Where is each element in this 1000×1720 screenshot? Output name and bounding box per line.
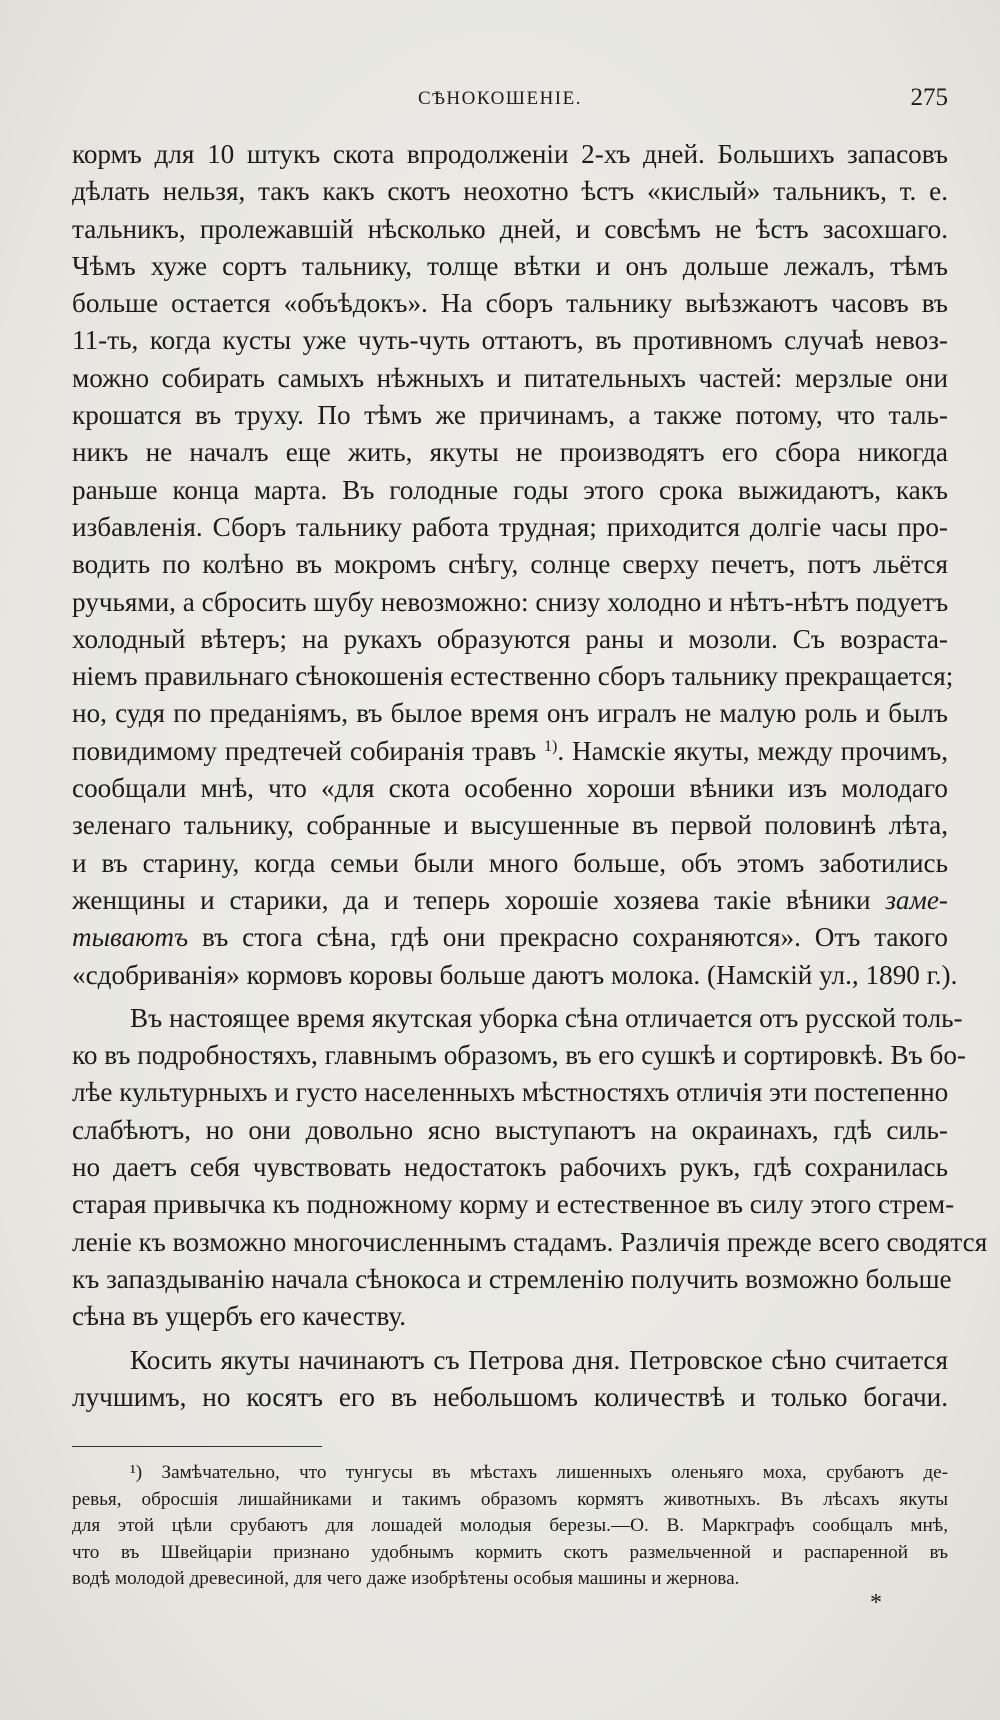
text-line: слабѣютъ, но они довольно ясно выступаютъ на окраинахъ, гдѣ силь-	[72, 1114, 948, 1145]
text-line: Косить якуты начинаютъ съ Петрова дня. Петровское сѣно считается	[130, 1344, 948, 1375]
text-line: лѣе культурныхъ и густо населенныхъ мѣстностяхъ отличія эти постепенно	[72, 1077, 949, 1108]
text-line: дѣлать нельзя, такъ какъ скотъ неохотно ѣстъ «кислый» тальникъ, т. е.	[72, 176, 948, 207]
footnote-line: ¹) Замѣчательно, что тунгусы въ мѣстахъ лишенныхъ оленьяго моха, срубаютъ де-	[130, 1462, 948, 1483]
text-line: сообщали мнѣ, что «для скота особенно хороши вѣники изъ молодаго	[72, 773, 948, 804]
italic-term: заме-	[885, 884, 948, 915]
text-line: къ запаздыванію начала сѣнокоса и стремленію получить возможно больше	[72, 1263, 952, 1294]
text-line: раньше конца марта. Въ голодные годы этого срока выжидаютъ, какъ	[72, 474, 948, 505]
text-line: леніе къ возможно многочисленнымъ стадамъ. Различія прежде всего сводятся	[72, 1226, 988, 1257]
footnote-divider	[72, 1446, 322, 1447]
footnote-reference[interactable]: 1)	[544, 737, 558, 755]
text-line: никъ не началъ еще жить, якуты не производятъ его сбора никогда	[72, 437, 948, 468]
text-line	[72, 919, 948, 956]
text-segment: повидимому предтечей собиранія травъ	[72, 735, 545, 766]
footnote-line: что въ Швейцаріи признано удобнымъ кормить скотъ размельченной и распаренной въ	[72, 1541, 948, 1563]
body-text	[72, 136, 988, 1416]
text-line: сѣна въ ущербъ его качеству.	[72, 1301, 407, 1332]
text-line: «сдобриванія» кормовъ коровы больше даютъ молока. (Намскій ул., 1890 г.).	[72, 959, 958, 990]
footnote-line: водѣ молодой древесиной, для чего даже изобрѣтены особыя машины и жернова.	[72, 1568, 740, 1589]
text-line: избавленія. Сборъ тальнику работа трудная; приходится долгіе часы про-	[72, 511, 948, 542]
running-title: СѢНОКОШЕНІЕ.	[418, 88, 582, 109]
text-line: зеленаго тальнику, собранные и высушенные въ первой половинѣ лѣта,	[72, 810, 948, 841]
paragraph-talnik	[72, 136, 958, 994]
text-line: крошатся въ труху. По тѣмъ же причинамъ, а также потому, что таль-	[72, 400, 948, 431]
signature-mark: *	[870, 1590, 882, 1616]
text-line: 11-ть, когда кусты уже чуть-чуть оттаютъ, въ противномъ случаѣ невоз-	[72, 325, 948, 356]
text-line: Чѣмъ хуже сортъ тальнику, толще вѣтки и онъ дольше лежалъ, тѣмъ	[72, 250, 948, 281]
paragraph-mowing	[72, 1342, 948, 1417]
text-line: ко въ подробностяхъ, главнымъ образомъ, въ его сушкѣ и сортировкѣ. Въ бо-	[72, 1040, 966, 1071]
text-line: старая привычка къ подножному корму и естественное въ силу этого стрем-	[72, 1189, 955, 1220]
paragraph-hay-harvest	[72, 1000, 988, 1336]
text-line: кормъ для 10 штукъ скота впродолженіи 2-хъ дней. Большихъ запасовъ	[72, 139, 948, 169]
text-line: и въ старину, когда семьи были много больше, объ этомъ заботились	[72, 847, 948, 878]
running-header	[0, 84, 1000, 118]
text-line: больше остается «объѣдокъ». На сборъ тальнику выѣзжаютъ часовъ въ	[72, 288, 948, 319]
footnote-line: для этой цѣли срубаютъ для лошадей молодыя березы.—О. В. Маркграфъ сообщалъ мнѣ,	[72, 1515, 948, 1536]
text-line: ніемъ правильнаго сѣнокошенія естественно сборъ тальнику прекращается;	[72, 661, 954, 692]
text-line: тальникъ, пролежавшій нѣсколько дней, и совсѣмъ не ѣстъ засохшаго.	[72, 213, 948, 244]
text-segment: въ стога сѣна, гдѣ они прекрасно сохраняются». Отъ такого	[188, 922, 948, 953]
text-segment: женщины и старики, да и теперь хорошіе хозяева такіе вѣники	[72, 884, 886, 915]
text-segment: . Намскіе якуты, между прочимъ,	[557, 735, 948, 766]
text-line: лучшимъ, но косятъ его въ небольшомъ количествѣ и только богачи.	[72, 1381, 948, 1412]
page-number: 275	[910, 84, 948, 111]
text-line: холодный вѣтеръ; на рукахъ образуются раны и мозоли. Съ возраста-	[72, 623, 948, 654]
italic-term: тываютъ	[72, 922, 189, 953]
footnote	[72, 1460, 948, 1593]
text-line	[72, 882, 948, 919]
text-line: но даетъ себя чувствовать недостатокъ рабочихъ рукъ, гдѣ сохранилась	[72, 1152, 948, 1183]
text-line: ручьями, а сбросить шубу невозможно: снизу холодно и нѣтъ-нѣтъ подуетъ	[72, 586, 949, 617]
footnote-line: ревья, обросшія лишайниками и такимъ образомъ кормятъ животныхъ. Въ лѣсахъ якуты	[72, 1488, 948, 1510]
text-line: но, судя по преданіямъ, въ былое время онъ игралъ не малую роль и былъ	[72, 698, 948, 729]
text-line	[72, 733, 948, 770]
text-line: водить по колѣно въ мокромъ снѣгу, солнце сверху печетъ, потъ льётся	[72, 549, 948, 580]
text-line: можно собирать самыхъ нѣжныхъ и питательныхъ частей: мерзлые они	[72, 362, 948, 393]
text-line: Въ настоящее время якутская уборка сѣна отличается отъ русской толь-	[130, 1002, 963, 1033]
